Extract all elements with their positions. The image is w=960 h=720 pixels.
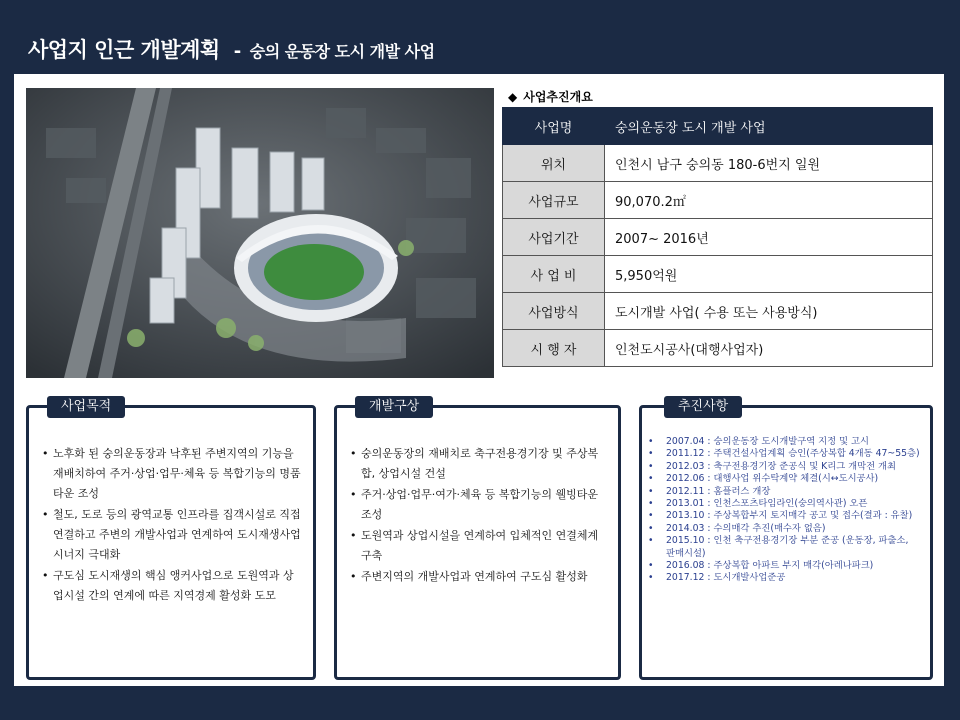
progress-item: • 2007.04 : 숭의운동장 도시개발구역 지정 및 고시 [666,436,920,448]
overview-value: 5,950억원 [605,256,933,293]
purpose-item: • 철도, 도로 등의 광역교통 인프라를 집객시설로 직접 연결하고 주변의 개발사업과 연계하여 도시재생사업 시너지 극대화 [53,505,301,565]
diamond-icon: ◆ [508,89,518,104]
overview-value: 숭의운동장 도시 개발 사업 [605,108,933,145]
concept-item: • 주변지역의 개발사업과 연계하여 구도심 활성화 [361,567,606,587]
overview-label: 사업방식 [503,293,605,330]
page-title: 사업지 인근 개발계획 [28,38,220,62]
purpose-item: • 구도심 도시재생의 핵심 앵커사업으로 도원역과 상업시설 간의 연계에 따른 지역경제 활성화 도모 [53,566,301,606]
overview-row [503,219,933,256]
overview-label: 사업규모 [503,182,605,219]
title-dash: - [233,41,241,62]
progress-list [666,436,920,585]
overview-value: 2007~ 2016년 [605,219,933,256]
purpose-box [26,399,316,680]
purpose-list [53,444,301,607]
progress-tag: 추진사항 [664,396,742,418]
page-header [28,34,435,68]
overview-row [503,330,933,367]
overview-value: 인천시 남구 숭의동 180-6번지 일원 [605,145,933,182]
overview-value: 90,070.2㎡ [605,182,933,219]
progress-item: • 2016.08 : 주상복합 아파트 부지 매각(아레나파크) [666,560,920,572]
progress-item: • 2013.01 : 인천스포츠타임라인(숭의역사관) 오픈 [666,498,920,510]
progress-item: • 2015.10 : 인천 축구전용경기장 부분 준공 (운동장, 파출소, 판매시설) [666,535,920,560]
concept-box [334,399,621,680]
concept-list [361,444,606,588]
overview-label: 사 업 비 [503,256,605,293]
overview-row [503,182,933,219]
purpose-item: • 노후화 된 숭의운동장과 낙후된 주변지역의 기능을 재배치하여 주거·상업·업무·체육 등 복합기능의 명품타운 조성 [53,444,301,504]
overview-heading-text: 사업추진개요 [523,90,593,104]
overview-row [503,145,933,182]
overview-label: 위치 [503,145,605,182]
progress-item: • 2017.12 : 도시개발사업준공 [666,572,920,584]
overview-value: 도시개발 사업( 수용 또는 사용방식) [605,293,933,330]
overview-label: 시 행 자 [503,330,605,367]
overview-row [503,256,933,293]
subtitle-text: 숭의 운동장 도시 개발 사업 [249,42,435,61]
overview-value: 인천도시공사(대행사업자) [605,330,933,367]
concept-item: • 주거·상업·업무·여가·체육 등 복합기능의 웰빙타운 조성 [361,485,606,525]
concept-item: • 도원역과 상업시설을 연계하여 입체적인 연결체계 구축 [361,526,606,566]
content-panel [14,74,944,686]
purpose-tag: 사업목적 [47,396,125,418]
progress-item: • 2012.06 : 대행사업 위수탁계약 체결(시↔도시공사) [666,473,920,485]
progress-item: • 2012.03 : 축구전용경기장 준공식 및 K리그 개막전 개최 [666,461,920,473]
progress-item: • 2014.03 : 수의매각 추진(매수자 없음) [666,523,920,535]
concept-item: • 숭의운동장의 재배치로 축구전용경기장 및 주상복합, 상업시설 건설 [361,444,606,484]
progress-box [639,399,933,680]
overview-table [502,107,933,367]
progress-item: • 2012.11 : 홈플러스 개장 [666,486,920,498]
stadium-aerial-image [26,88,494,378]
overview-row [503,108,933,145]
overview-heading [508,88,593,105]
page-subtitle [234,39,435,62]
progress-item: • 2013.10 : 주상복합부지 토지매각 공고 및 접수(결과 : 유찰) [666,510,920,522]
overview-label: 사업명 [503,108,605,145]
concept-tag: 개발구상 [355,396,433,418]
progress-item: • 2011.12 : 주택건설사업계획 승인(주상복합 4개동 47~55층) [666,448,920,460]
overview-label: 사업기간 [503,219,605,256]
overview-row [503,293,933,330]
